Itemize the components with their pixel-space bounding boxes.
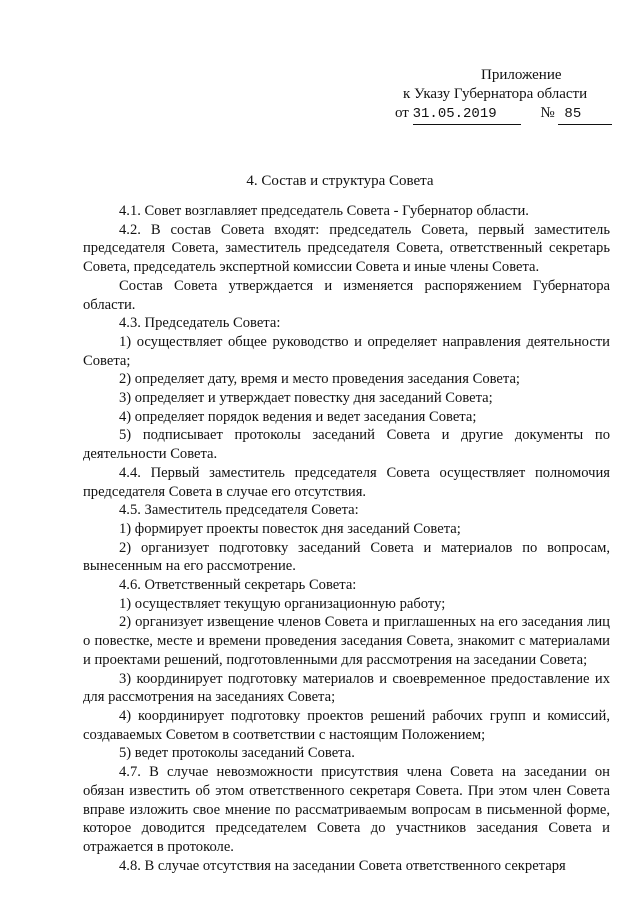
document-body [83, 202, 610, 875]
paragraph: 4) определяет порядок ведения и ведет заседания Совета; [119, 408, 477, 425]
paragraph: 1) формирует проекты повесток дня заседаний Совета; [119, 520, 461, 537]
paragraph: 4.7. В случае невозможности присутствия члена Совета на заседании он обязан известить об этом ответственного секретаря Совета. При этом член Совета вправе изложить свое мнение по рассматриваемым вопросам в письменной форме, которое доводится председателем Совета до участников заседания Совета и отражается в протоколе. [83, 764, 610, 855]
section-title: 4. Состав и структура Совета [246, 173, 434, 189]
paragraph: 4.4. Первый заместитель председателя Совета осуществляет полномочия председателя Совета в случае его отсутствия. [83, 464, 610, 500]
date-prefix: от [395, 105, 409, 121]
paragraph: 2) определяет дату, время и место проведения заседания Совета; [119, 371, 520, 388]
appendix-decree-reference: к Указу Губернатора области [403, 86, 588, 102]
appendix-header [395, 66, 615, 125]
appendix-label: Приложение [481, 67, 562, 83]
paragraph: 5) подписывает протоколы заседаний Совета и другие документы по деятельности Совета. [83, 427, 610, 463]
paragraph: 2) организует извещение членов Совета и приглашенных на его заседания лиц о повестке, месте и времени проведения заседания Совета, знакомит с материалами и проектами решений, подготовленными для рассмотрения на заседании Совета; [83, 614, 610, 668]
paragraph: 4.8. В случае отсутствия на заседании Совета ответственного секретаря [119, 857, 566, 874]
number-sign: № [540, 105, 555, 121]
paragraph: 1) осуществляет общее руководство и определяет направления деятельности Совета; [83, 333, 610, 369]
decree-number: 85 [558, 105, 612, 125]
paragraph: 3) определяет и утверждает повестку дня заседаний Совета; [119, 390, 493, 407]
paragraph: 1) осуществляет текущую организационную работу; [119, 595, 446, 612]
paragraph: 4.2. В состав Совета входят: председатель Совета, первый заместитель председателя Совета, заместитель председателя Совета, ответственный секретарь Совета, председатель экспертной комиссии Совета и иные члены Совета. [83, 221, 610, 276]
paragraph: 3) координирует подготовку материалов и своевременное предоставление их для рассмотрения на заседаниях Совета; [83, 670, 610, 706]
paragraph: 2) организует подготовку заседаний Совета и материалов по вопросам, вынесенным на его рассмотрение. [83, 539, 610, 575]
paragraph: 4.1. Совет возглавляет председатель Совета - Губернатор области. [119, 203, 529, 219]
decree-date: 31.05.2019 [413, 105, 521, 125]
paragraph: 4.5. Заместитель председателя Совета: [119, 502, 359, 519]
paragraph: 4) координирует подготовку проектов решений рабочих групп и комиссий, создаваемых Советом в соответствии с настоящим Положением; [83, 707, 610, 743]
paragraph: 5) ведет протоколы заседаний Совета. [119, 745, 355, 762]
paragraph: Состав Совета утверждается и изменяется распоряжением Губернатора области. [83, 277, 610, 313]
paragraph: 4.3. Председатель Совета: [119, 315, 281, 332]
appendix-date-number-line [395, 104, 615, 125]
paragraph: 4.6. Ответственный секретарь Совета: [119, 577, 357, 594]
